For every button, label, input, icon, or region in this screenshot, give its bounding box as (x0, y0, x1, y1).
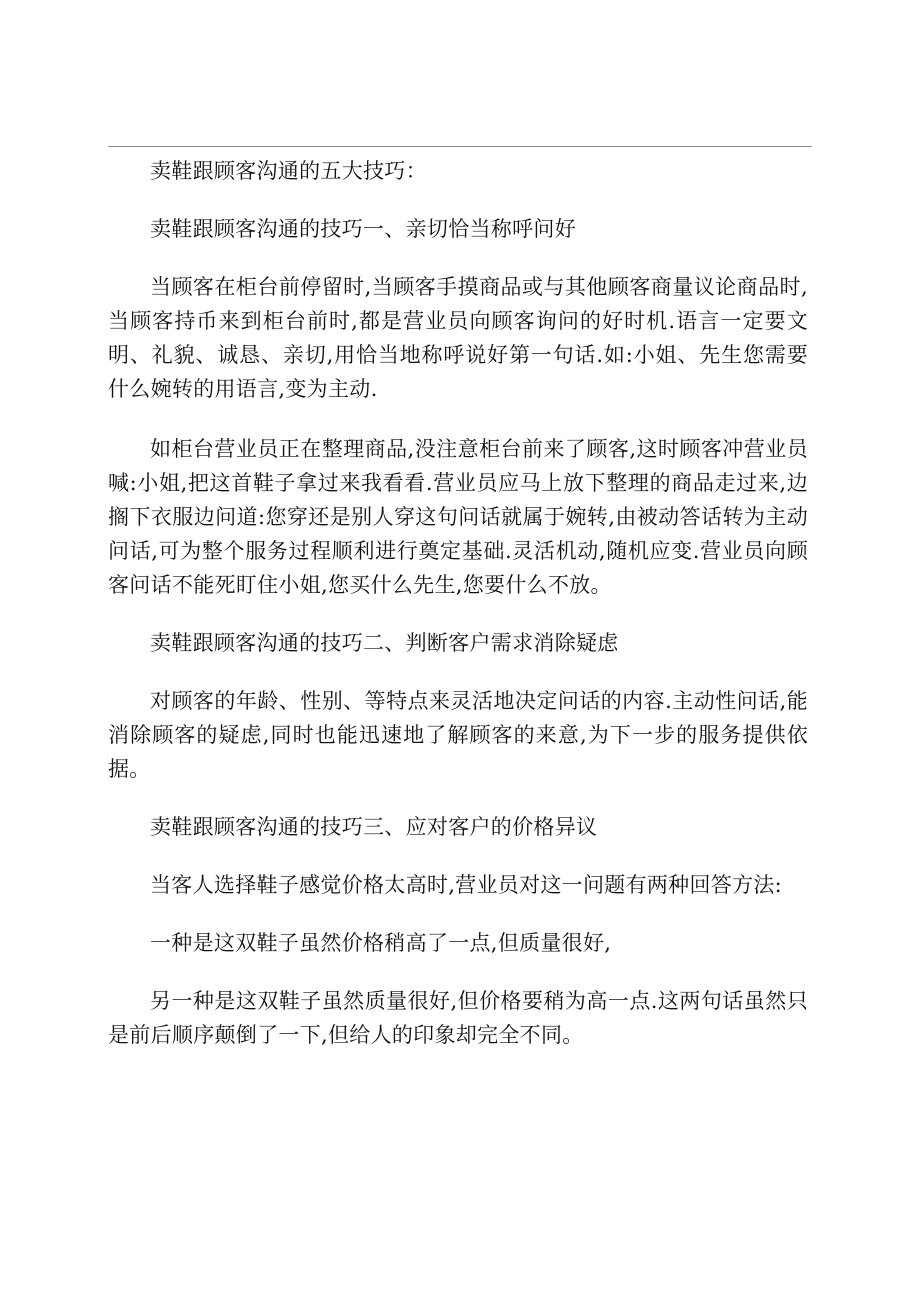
section2-paragraph-1: 对顾客的年龄、性别、等特点来灵活地决定问话的内容.主动性问话,能消除顾客的疑虑,同时也能迅速地了解顾客的来意,为下一步的服务提供依据。 (108, 689, 808, 781)
section3-paragraph-2: 一种是这双鞋子虽然价格稍高了一点,但质量很好, (150, 931, 612, 955)
section3-paragraph-3: 另一种是这双鞋子虽然质量很好,但价格要稍为高一点.这两句话虽然只是前后顺序颠倒了一下,但给人的印象却完全不同。 (108, 989, 808, 1047)
header-divider (108, 146, 812, 147)
section2-heading: 卖鞋跟顾客沟通的技巧二、判断客户需求消除疑虑 (150, 631, 619, 655)
section1-heading: 卖鞋跟顾客沟通的技巧一、亲切恰当称呼问好 (150, 217, 576, 241)
document-title: 卖鞋跟顾客沟通的五大技巧： (150, 159, 427, 183)
section1-paragraph-1: 当顾客在柜台前停留时,当顾客手摸商品或与其他顾客商量议论商品时,当顾客持币来到柜台前时,都是营业员向顾客询问的好时机.语言一定要文明、礼貌、诚恳、亲切,用恰当地称呼说好第一句话.如:小姐、先生您需要什么婉转的用语言,变为主动. (108, 275, 808, 401)
section3-heading: 卖鞋跟顾客沟通的技巧三、应对客户的价格异议 (150, 815, 598, 839)
section3-paragraph-1: 当客人选择鞋子感觉价格太高时,营业员对这一问题有两种回答方法: (150, 873, 783, 897)
document-body (108, 154, 808, 1052)
section1-paragraph-2: 如柜台营业员正在整理商品,没注意柜台前来了顾客,这时顾客冲营业员喊:小姐,把这首鞋子拿过来我看看.营业员应马上放下整理的商品走过来,边搁下衣服边问道:您穿还是别人穿这句问话就属于婉转,由被动答话转为主动问话,可为整个服务过程顺利进行奠定基础.灵活机动,随机应变.营业员向顾客问话不能死盯住小姐,您买什么先生,您要什么不放。 (108, 437, 808, 597)
